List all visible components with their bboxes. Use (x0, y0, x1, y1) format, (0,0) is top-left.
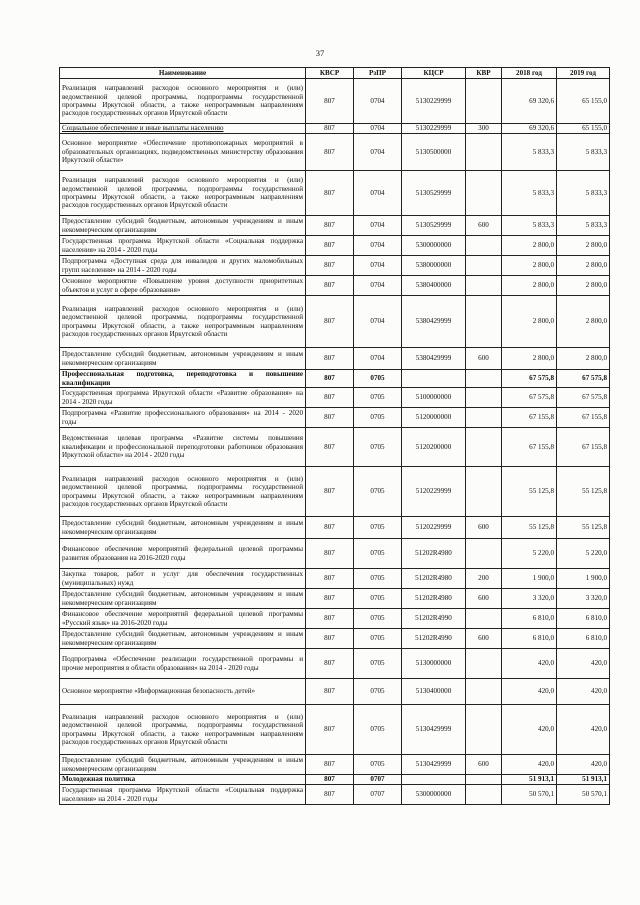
row-name: Подпрограмма «Развитие профессионального образования» на 2014 - 2020 годы (60, 408, 306, 428)
row-kvsr: 807 (306, 348, 354, 370)
row-rzpr: 0705 (354, 679, 402, 705)
row-name: Реализация направлений расходов основного мероприятия и (или) ведомственной целевой программы, подпрограммы государственной программы Иркутской области, а также непрограммным направлениям расходов государственных органов Иркутской области (60, 296, 306, 348)
row-name: Предоставление субсидий бюджетным, автономным учреждениям и иным некоммерческим организациям (60, 348, 306, 370)
row-kvr (466, 539, 502, 569)
row-kvsr: 807 (306, 467, 354, 517)
row-rzpr: 0705 (354, 408, 402, 428)
row-rzpr: 0707 (354, 785, 402, 805)
row-rzpr: 0705 (354, 755, 402, 775)
row-rzpr: 0704 (354, 296, 402, 348)
row-name: Закупка товаров, работ и услуг для обеспечения государственных (муниципальных) нужд (60, 569, 306, 589)
row-kvr: 300 (466, 124, 502, 134)
table-row (60, 785, 610, 805)
row-kvsr: 807 (306, 79, 354, 124)
row-amount-2018: 51 913,1 (502, 775, 557, 785)
row-amount-2019: 2 800,0 (557, 348, 610, 370)
row-amount-2019: 6 810,0 (557, 629, 610, 649)
row-kcsr: 5130229999 (402, 79, 466, 124)
table-row (60, 755, 610, 775)
row-amount-2019: 55 125,8 (557, 467, 610, 517)
row-name: Предоставление субсидий бюджетным, автономным учреждениям и иным некоммерческим организациям (60, 517, 306, 539)
table-row (60, 236, 610, 256)
row-kvsr: 807 (306, 276, 354, 296)
row-amount-2019: 5 833,3 (557, 134, 610, 171)
row-kvr (466, 705, 502, 755)
header-kvr: КВР (466, 68, 502, 79)
row-kvr (466, 785, 502, 805)
row-kcsr: 51202R4980 (402, 569, 466, 589)
row-name: Молодежная политика (60, 775, 306, 785)
row-rzpr: 0705 (354, 428, 402, 467)
row-amount-2019: 67 575,8 (557, 388, 610, 408)
row-amount-2019: 2 800,0 (557, 276, 610, 296)
table-row (60, 679, 610, 705)
row-name: Подпрограмма «Обеспечение реализации государственной программы и прочие мероприятия в области образования» на 2014 - 2020 годы (60, 649, 306, 679)
row-kcsr: 5380429999 (402, 348, 466, 370)
table-row (60, 569, 610, 589)
row-name: Основное мероприятие «Информационная безопасность детей» (60, 679, 306, 705)
row-kcsr: 5130000000 (402, 649, 466, 679)
row-name: Реализация направлений расходов основного мероприятия и (или) ведомственной целевой программы, подпрограммы государственной программы Иркутской области, а также непрограммным направлениям расходов государственных органов Иркутской области (60, 467, 306, 517)
row-kvsr: 807 (306, 649, 354, 679)
row-kvr: 600 (466, 216, 502, 236)
row-amount-2019: 5 833,3 (557, 216, 610, 236)
row-kvsr: 807 (306, 408, 354, 428)
row-kcsr: 51202R4980 (402, 589, 466, 609)
header-kcsr: КЦСР (402, 68, 466, 79)
row-kcsr: 51202R4980 (402, 539, 466, 569)
row-name: Ведомственная целевая программа «Развитие системы повышения квалификации и профессиональной переподготовки работников образования Иркутской области» на 2014 - 2020 годы (60, 428, 306, 467)
row-amount-2018: 1 900,0 (502, 569, 557, 589)
row-amount-2018: 67 575,8 (502, 370, 557, 388)
row-kcsr: 5380400000 (402, 276, 466, 296)
row-rzpr: 0705 (354, 629, 402, 649)
row-kvr (466, 388, 502, 408)
row-kvr: 600 (466, 629, 502, 649)
row-amount-2019: 50 570,1 (557, 785, 610, 805)
row-amount-2019: 5 220,0 (557, 539, 610, 569)
row-kcsr: 5130500000 (402, 134, 466, 171)
row-kvr (466, 679, 502, 705)
table-row (60, 79, 610, 124)
row-kcsr: 5120000000 (402, 408, 466, 428)
row-rzpr: 0704 (354, 276, 402, 296)
table-header-row (60, 68, 610, 79)
row-amount-2018: 5 833,3 (502, 171, 557, 216)
row-rzpr: 0705 (354, 589, 402, 609)
row-kvsr: 807 (306, 370, 354, 388)
row-kvr (466, 649, 502, 679)
row-amount-2019: 420,0 (557, 649, 610, 679)
row-amount-2018: 67 575,8 (502, 388, 557, 408)
row-rzpr: 0704 (354, 171, 402, 216)
row-kcsr: 5130529999 (402, 171, 466, 216)
row-rzpr: 0704 (354, 216, 402, 236)
row-kvsr: 807 (306, 589, 354, 609)
row-kvr (466, 609, 502, 629)
row-name: Реализация направлений расходов основного мероприятия и (или) ведомственной целевой программы, подпрограммы государственной программы Иркутской области, а также непрограммным направлениям расходов государственных органов Иркутской области (60, 79, 306, 124)
row-kcsr: 5130229999 (402, 124, 466, 134)
row-kvsr: 807 (306, 256, 354, 276)
row-name: Профессиональная подготовка, переподготовка и повышение квалификации (60, 370, 306, 388)
row-name: Основное мероприятие «Обеспечение противопожарных мероприятий в образовательных организациях, подведомственных министерству образования Иркутской области» (60, 134, 306, 171)
row-amount-2019: 1 900,0 (557, 569, 610, 589)
table-row (60, 124, 610, 134)
row-kvsr: 807 (306, 428, 354, 467)
row-kvsr: 807 (306, 216, 354, 236)
table-row (60, 348, 610, 370)
header-2019: 2019 год (557, 68, 610, 79)
row-kvsr: 807 (306, 705, 354, 755)
row-rzpr: 0704 (354, 236, 402, 256)
row-name: Государственная программа Иркутской области «Социальная поддержка населения» на 2014 - 2020 годы (60, 785, 306, 805)
table-row (60, 256, 610, 276)
row-kvsr: 807 (306, 679, 354, 705)
row-kvsr: 807 (306, 785, 354, 805)
row-kvr: 600 (466, 517, 502, 539)
table-row (60, 134, 610, 171)
row-amount-2019: 67 155,8 (557, 408, 610, 428)
row-name: Реализация направлений расходов основного мероприятия и (или) ведомственной целевой программы, подпрограммы государственной программы Иркутской области, а также непрограммным направлениям расходов государственных органов Иркутской области (60, 171, 306, 216)
table-row (60, 705, 610, 755)
row-kcsr: 5130429999 (402, 755, 466, 775)
row-amount-2018: 55 125,8 (502, 467, 557, 517)
table-row (60, 467, 610, 517)
row-kcsr: 5380429999 (402, 296, 466, 348)
row-kcsr: 5130429999 (402, 705, 466, 755)
row-kcsr: 5120200000 (402, 428, 466, 467)
row-amount-2019: 2 800,0 (557, 236, 610, 256)
row-amount-2018: 420,0 (502, 679, 557, 705)
row-amount-2018: 420,0 (502, 649, 557, 679)
row-name: Предоставление субсидий бюджетным, автономным учреждениям и иным некоммерческим организациям (60, 216, 306, 236)
row-name: Предоставление субсидий бюджетным, автономным учреждениям и иным некоммерческим организациям (60, 589, 306, 609)
row-amount-2019: 65 155,0 (557, 124, 610, 134)
row-amount-2019: 420,0 (557, 705, 610, 755)
row-amount-2019: 420,0 (557, 755, 610, 775)
row-kvr (466, 296, 502, 348)
row-kcsr: 5120229999 (402, 517, 466, 539)
row-kvsr: 807 (306, 517, 354, 539)
row-rzpr: 0705 (354, 517, 402, 539)
table-row (60, 388, 610, 408)
table-row (60, 629, 610, 649)
row-rzpr: 0705 (354, 569, 402, 589)
table-row (60, 216, 610, 236)
header-2018: 2018 год (502, 68, 557, 79)
row-amount-2019: 51 913,1 (557, 775, 610, 785)
row-kcsr: 5300000000 (402, 236, 466, 256)
row-kvsr: 807 (306, 296, 354, 348)
row-kvr (466, 276, 502, 296)
table-row (60, 171, 610, 216)
table-row (60, 408, 610, 428)
row-name: Финансовое обеспечение мероприятий федеральной целевой программы «Русский язык» на 2016-2020 годы (60, 609, 306, 629)
row-kvr (466, 775, 502, 785)
row-kvsr: 807 (306, 755, 354, 775)
row-amount-2018: 2 800,0 (502, 296, 557, 348)
row-name: Подпрограмма «Доступная среда для инвалидов и других маломобильных групп населения» на 2014 - 2020 годы (60, 256, 306, 276)
row-kvr (466, 256, 502, 276)
row-name: Основное мероприятие «Повышение уровня доступности приоритетных объектов и услуг в сфере образования» (60, 276, 306, 296)
row-kvsr: 807 (306, 569, 354, 589)
row-kvr (466, 171, 502, 216)
row-amount-2019: 2 800,0 (557, 256, 610, 276)
row-rzpr: 0705 (354, 609, 402, 629)
row-name: Финансовое обеспечение мероприятий федеральной целевой программы развития образования на 2016-2020 годы (60, 539, 306, 569)
row-kvr (466, 134, 502, 171)
row-kvr (466, 408, 502, 428)
row-amount-2018: 55 125,8 (502, 517, 557, 539)
row-kcsr (402, 775, 466, 785)
row-kvsr: 807 (306, 134, 354, 171)
header-rzpr: РзПР (354, 68, 402, 79)
row-kvsr: 807 (306, 775, 354, 785)
row-kcsr (402, 370, 466, 388)
row-kvsr: 807 (306, 388, 354, 408)
row-kvr (466, 428, 502, 467)
row-amount-2019: 55 125,8 (557, 517, 610, 539)
row-kcsr: 5120229999 (402, 467, 466, 517)
row-rzpr: 0707 (354, 775, 402, 785)
table-row (60, 649, 610, 679)
row-kcsr: 5380000000 (402, 256, 466, 276)
row-kvsr: 807 (306, 629, 354, 649)
row-name: Реализация направлений расходов основного мероприятия и (или) ведомственной целевой программы, подпрограммы государственной программы Иркутской области, а также непрограммным направлениям расходов государственных органов Иркутской области (60, 705, 306, 755)
row-kvsr: 807 (306, 609, 354, 629)
row-kvr (466, 79, 502, 124)
row-amount-2018: 6 810,0 (502, 609, 557, 629)
row-kvr: 600 (466, 348, 502, 370)
table-row (60, 276, 610, 296)
row-amount-2018: 3 320,0 (502, 589, 557, 609)
row-amount-2019: 67 575,8 (557, 370, 610, 388)
row-amount-2019: 65 155,0 (557, 79, 610, 124)
row-kvr: 600 (466, 755, 502, 775)
row-rzpr: 0705 (354, 705, 402, 755)
row-kcsr: 5300000000 (402, 785, 466, 805)
table-row (60, 428, 610, 467)
row-amount-2019: 3 320,0 (557, 589, 610, 609)
row-name: Социальное обеспечение и иные выплаты населению (60, 124, 306, 134)
budget-table (59, 67, 610, 805)
table-row (60, 517, 610, 539)
row-rzpr: 0704 (354, 134, 402, 171)
row-amount-2018: 5 833,3 (502, 134, 557, 171)
row-amount-2018: 69 320,6 (502, 79, 557, 124)
row-rzpr: 0705 (354, 539, 402, 569)
page-number: 37 (315, 48, 325, 58)
row-rzpr: 0704 (354, 348, 402, 370)
row-kvsr: 807 (306, 539, 354, 569)
row-name: Предоставление субсидий бюджетным, автономным учреждениям и иным некоммерческим организациям (60, 755, 306, 775)
row-amount-2019: 420,0 (557, 679, 610, 705)
row-rzpr: 0704 (354, 124, 402, 134)
table-row (60, 296, 610, 348)
row-amount-2018: 69 320,6 (502, 124, 557, 134)
row-amount-2018: 5 833,3 (502, 216, 557, 236)
row-kvr: 200 (466, 569, 502, 589)
row-amount-2018: 420,0 (502, 755, 557, 775)
table-row (60, 589, 610, 609)
row-kcsr: 51202R4990 (402, 609, 466, 629)
row-amount-2019: 6 810,0 (557, 609, 610, 629)
row-amount-2019: 67 155,8 (557, 428, 610, 467)
row-kcsr: 51202R4990 (402, 629, 466, 649)
row-rzpr: 0704 (354, 79, 402, 124)
row-kvsr: 807 (306, 236, 354, 256)
row-amount-2018: 6 810,0 (502, 629, 557, 649)
row-kcsr: 5130400000 (402, 679, 466, 705)
row-rzpr: 0705 (354, 370, 402, 388)
table-row (60, 609, 610, 629)
table-row (60, 370, 610, 388)
row-amount-2018: 5 220,0 (502, 539, 557, 569)
table-row (60, 775, 610, 785)
row-rzpr: 0705 (354, 649, 402, 679)
row-amount-2019: 2 800,0 (557, 296, 610, 348)
row-amount-2018: 2 800,0 (502, 236, 557, 256)
row-rzpr: 0705 (354, 467, 402, 517)
row-kvr (466, 370, 502, 388)
row-rzpr: 0704 (354, 256, 402, 276)
row-amount-2018: 2 800,0 (502, 348, 557, 370)
header-name: Наименование (60, 68, 306, 79)
row-name: Государственная программа Иркутской области «Социальная поддержка населения» на 2014 - 2020 годы (60, 236, 306, 256)
row-kvr (466, 236, 502, 256)
row-kvr: 600 (466, 589, 502, 609)
row-kcsr: 5100000000 (402, 388, 466, 408)
row-amount-2019: 5 833,3 (557, 171, 610, 216)
row-name: Государственная программа Иркутской области «Развитие образования» на 2014 - 2020 годы (60, 388, 306, 408)
row-amount-2018: 420,0 (502, 705, 557, 755)
row-amount-2018: 67 155,8 (502, 428, 557, 467)
table-row (60, 539, 610, 569)
row-name: Предоставление субсидий бюджетным, автономным учреждениям и иным некоммерческим организациям (60, 629, 306, 649)
row-rzpr: 0705 (354, 388, 402, 408)
row-kvsr: 807 (306, 124, 354, 134)
row-kcsr: 5130529999 (402, 216, 466, 236)
row-amount-2018: 2 800,0 (502, 256, 557, 276)
row-amount-2018: 67 155,8 (502, 408, 557, 428)
row-amount-2018: 50 570,1 (502, 785, 557, 805)
row-amount-2018: 2 800,0 (502, 276, 557, 296)
row-kvr (466, 467, 502, 517)
row-kvsr: 807 (306, 171, 354, 216)
header-kvsr: КВСР (306, 68, 354, 79)
